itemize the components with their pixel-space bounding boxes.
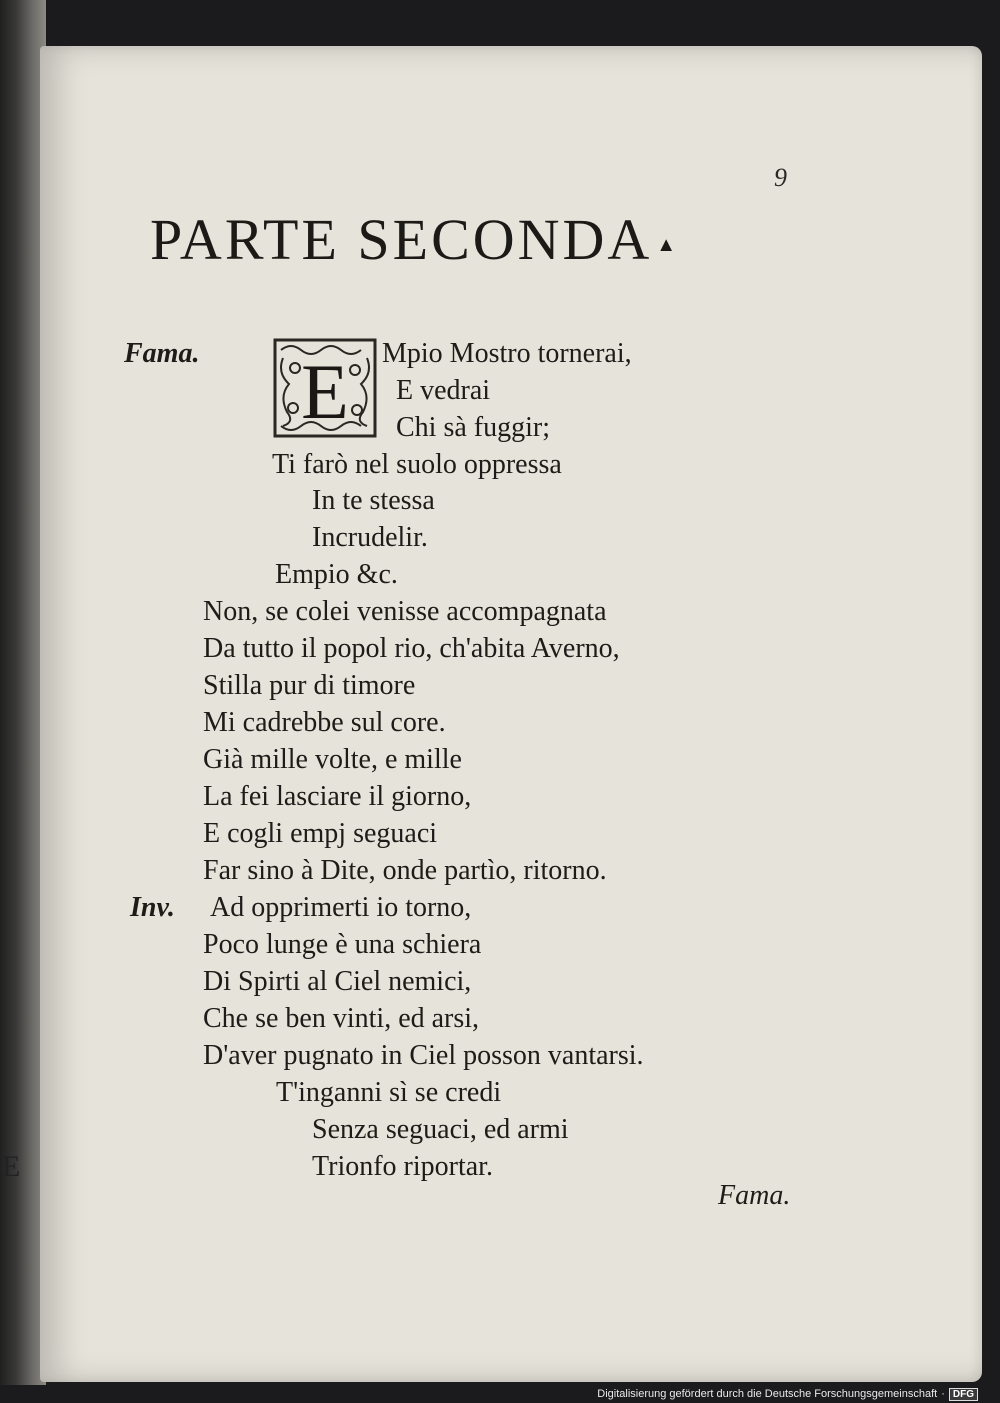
drop-cap-letter: E <box>301 348 349 435</box>
text-line: Chi sà fuggir; <box>396 412 550 443</box>
text-line: Che se ben vinti, ed arsi, <box>203 1003 480 1034</box>
page-number: 9 <box>774 163 787 192</box>
text-line: Senza seguaci, ed armi <box>312 1114 569 1145</box>
text-line: In te stessa <box>312 485 435 516</box>
drop-cap-initial <box>273 338 377 438</box>
text-line: Ti farò nel suolo oppressa <box>272 449 562 480</box>
page-title <box>150 206 790 273</box>
text-line: Non, se colei venisse accompagnata <box>203 596 607 627</box>
text-line: E vedrai <box>396 375 491 406</box>
text-line: Stilla pur di timore <box>203 670 416 701</box>
footer-text: Digitalisierung gefördert durch die Deutsche Forschungsgemeinschaft <box>597 1388 938 1400</box>
text-line: La fei lasciare il giorno, <box>203 781 472 812</box>
text-line: Far sino à Dite, onde partìo, ritorno. <box>203 855 607 886</box>
text-line: Mi cadrebbe sul core. <box>203 707 446 738</box>
text-line: Mpio Mostro tornerai, <box>382 338 632 369</box>
speaker-label-inv: Inv. <box>130 892 175 923</box>
text-line: Di Spirti al Ciel nemici, <box>203 966 472 997</box>
adjacent-page-fragment: E <box>2 1150 21 1183</box>
text-line: Ad opprimerti io torno, <box>210 892 472 923</box>
text-line: Empio &c. <box>275 559 398 590</box>
text-line: Poco lunge è una schiera <box>203 929 482 960</box>
text-line: Già mille volte, e mille <box>203 744 462 775</box>
speaker-label-fama: Fama. <box>124 338 200 369</box>
text-line: Trionfo riportar. <box>312 1151 493 1182</box>
text-line: Da tutto il popol rio, ch'abita Averno, <box>203 633 620 664</box>
footer-separator: · <box>941 1388 945 1400</box>
dfg-logo: DFG <box>949 1388 978 1401</box>
text-line: T'inganni sì se credi <box>276 1077 502 1108</box>
title-ornament-icon: ▲ <box>656 234 680 257</box>
text-line: D'aver pugnato in Ciel posson vantarsi. <box>203 1040 644 1071</box>
digitization-footer <box>597 1387 978 1401</box>
title-text: PARTE SECONDA <box>150 207 653 272</box>
catchword: Fama. <box>718 1180 791 1211</box>
text-line: Incrudelir. <box>312 522 428 553</box>
text-line: E cogli empj seguaci <box>203 818 438 849</box>
